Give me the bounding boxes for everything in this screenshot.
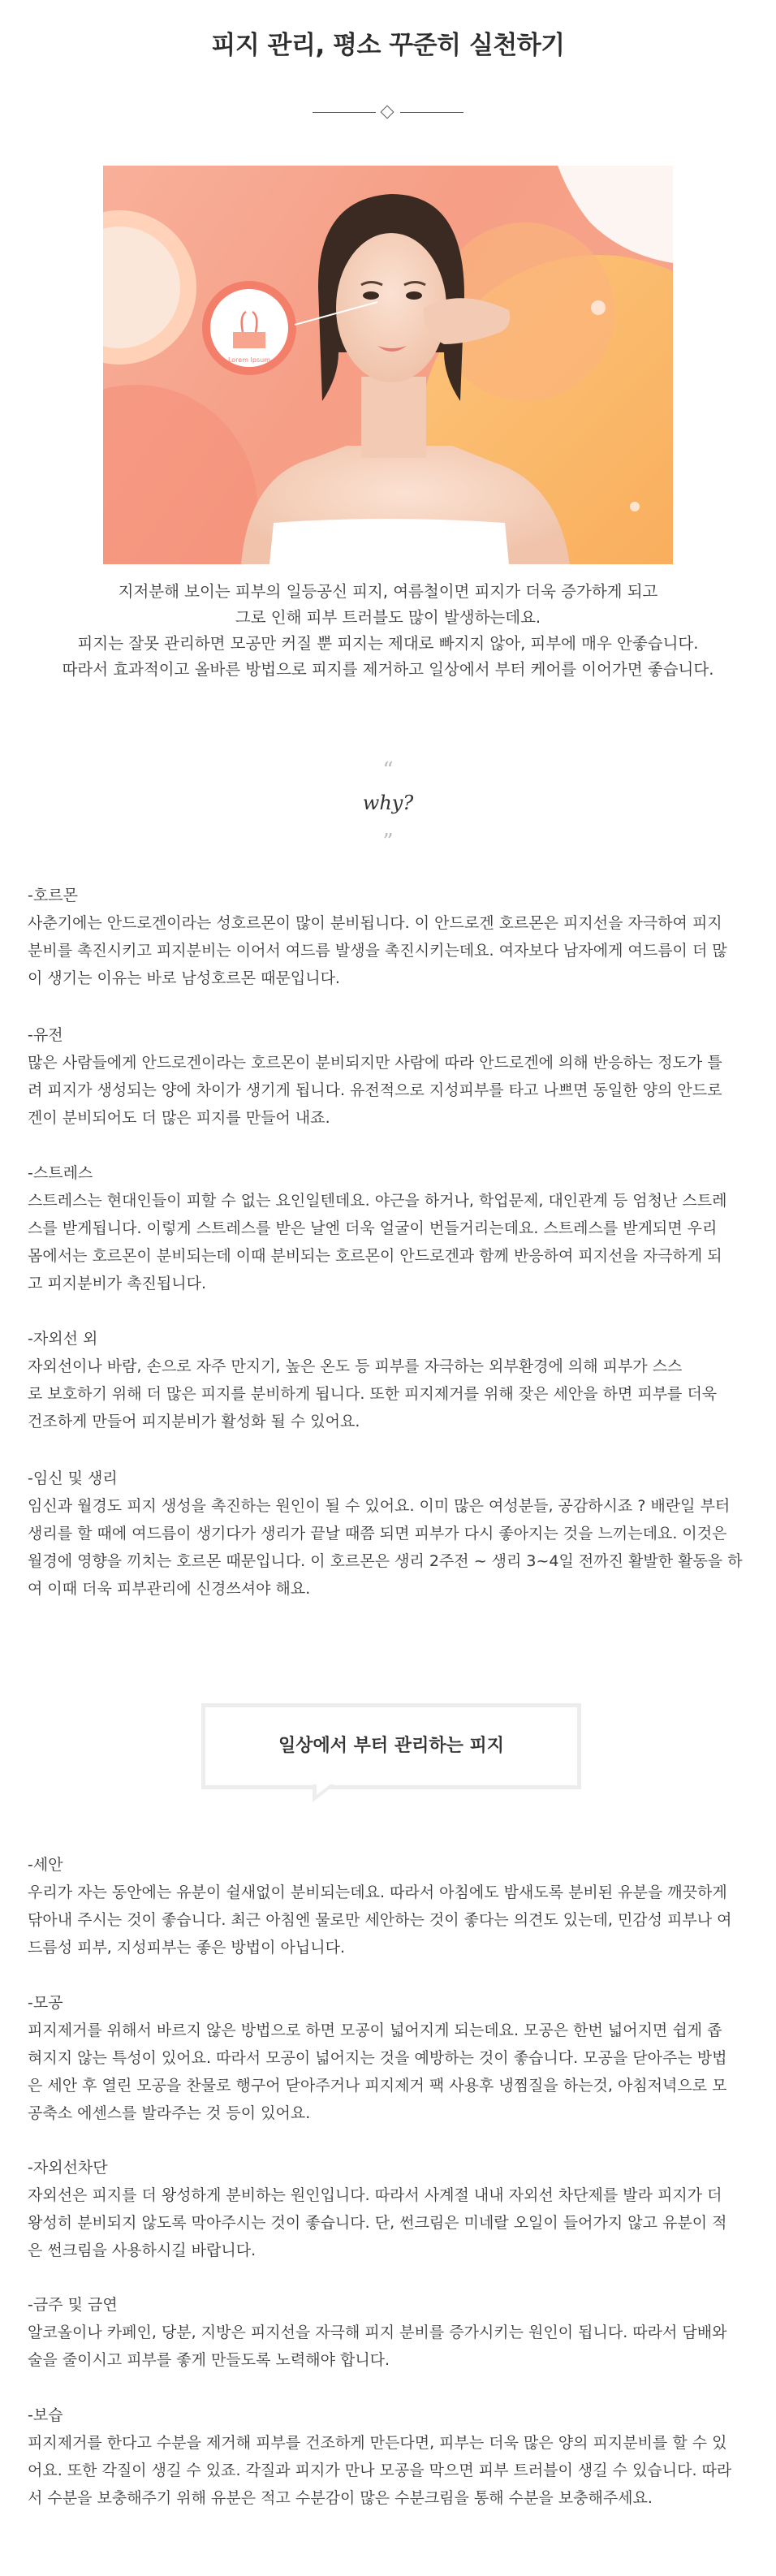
- section-line: 왕성히 분비되지 않도록 막아주시는 것이 좋습니다. 단, 썬크림은 미네랄 오일이 들어가지 않고 유분이 적: [28, 2214, 727, 2232]
- section-line: 건조하게 만들어 피지분비가 활성화 될 수 있어요.: [28, 1413, 360, 1430]
- section-line: 스트레스는 현대인들이 피할 수 없는 요인일텐데요. 야근을 하거나, 학업문제, 대인관계 등 엄청난 스트레: [28, 1192, 727, 1210]
- diamond-icon: [381, 106, 394, 119]
- cause-uv: [28, 1325, 748, 1435]
- tip-cleansing: [28, 1851, 748, 1961]
- section-line: 은 썬크림을 사용하시길 바랍니다.: [28, 2242, 257, 2259]
- left-eye: [363, 291, 379, 300]
- section-line: 어요. 또한 각질이 생길 수 있죠. 각질과 피지가 만나 모공을 막으면 피부 트러블이 생길 수 있습니다. 따라: [28, 2462, 732, 2479]
- section-line: 이 생기는 이유는 바로 남성호르몬 때문입니다.: [28, 969, 340, 987]
- section-line: 우리가 자는 동안에는 유분이 쉴새없이 분비되는데요. 따라서 아침에도 밤새도록 분비된 유분을 깨끗하게: [28, 1883, 727, 1901]
- section-heading: -유전: [28, 1026, 63, 1044]
- why-heading: why?: [362, 792, 414, 814]
- section-line: 혀지지 않는 특성이 있어요. 따라서 모공이 넓어지는 것을 예방하는 것이 좋습니다. 모공을 닫아주는 방법: [28, 2049, 727, 2067]
- section-line: 스를 받게됩니다. 이렇게 스트레스를 받은 날엔 더욱 얼굴이 번들거리는데요. 스트레스를 받게되면 우리: [28, 1219, 718, 1237]
- cause-genetics: [28, 1021, 748, 1132]
- callout-tail-inner: [317, 1784, 331, 1795]
- section-line: 피지제거를 한다고 수분을 제거해 피부를 건조하게 만든다면, 피부는 더욱 많은 양의 피지분비를 할 수 있: [28, 2434, 727, 2452]
- droplet: [591, 300, 606, 315]
- section-line: 고 피지분비가 촉진됩니다.: [28, 1275, 207, 1292]
- section-line: 피지제거를 위해서 바르지 않은 방법으로 하면 모공이 넓어지게 되는데요. 모공은 한번 넓어지면 쉽게 좁: [28, 2022, 722, 2039]
- cause-pregnancy: [28, 1465, 748, 1603]
- section-line: 사춘기에는 안드로겐이라는 성호르몬이 많이 분비됩니다. 이 안드로겐 호르몬은 피지선을 자극하여 피지: [28, 914, 722, 932]
- section-heading: -자외선차단: [28, 2159, 108, 2177]
- section-heading: -세안: [28, 1856, 63, 1874]
- cause-hormone: [28, 882, 748, 992]
- quote-open-icon: “: [382, 758, 394, 783]
- tip-pores: [28, 1989, 748, 2127]
- hero-illustration: [103, 166, 673, 564]
- section-heading: -모공: [28, 1994, 63, 2012]
- section-line: 드름성 피부, 지성피부는 좋은 방법이 아닙니다.: [28, 1939, 346, 1957]
- section-line: 공축소 에센스를 발라주는 것 등이 있어요.: [28, 2104, 311, 2122]
- section-line: 서 수분을 보충해주기 위해 유분은 적고 수분감이 많은 수분크림을 통해 수분을 보충해주세요.: [28, 2489, 653, 2507]
- section-line: 월경에 영향을 끼치는 호르몬 때문입니다. 이 호르몬은 생리 2주전 ~ 생리 3~4일 전까진 활발한 활동을 하: [28, 1552, 743, 1570]
- section-heading: -임신 및 생리: [28, 1469, 118, 1487]
- section-line: 려 피지가 생성되는 양에 차이가 생기게 됩니다. 유전적으로 지성피부를 타고 나쁘면 동일한 양의 안드로: [28, 1081, 722, 1099]
- section-line: 술을 줄이시고 피부를 좋게 만들도록 노력해야 합니다.: [28, 2351, 390, 2369]
- section-line: 많은 사람들에게 안드로겐이라는 호르몬이 분비되지만 사람에 따라 안드로겐에 의해 반응하는 정도가 틀: [28, 1054, 722, 1072]
- logo-text: Lorem Ipsum: [227, 356, 271, 364]
- intro-line: 그로 인해 피부 트러블도 많이 발생하는데요.: [235, 608, 541, 627]
- droplet: [630, 502, 640, 511]
- tip-moisturize: [28, 2401, 748, 2512]
- neck: [361, 377, 426, 458]
- hero-image: [103, 166, 673, 564]
- page-title: 피지 관리, 평소 꾸준히 실천하기: [211, 31, 565, 60]
- section-line: 겐이 분비되어도 더 많은 피지를 만들어 내죠.: [28, 1109, 330, 1127]
- callout-inner: [210, 289, 288, 367]
- section-heading: -보습: [28, 2406, 63, 2424]
- section-heading: -스트레스: [28, 1164, 93, 1182]
- section-line: 자외선이나 바람, 손으로 자주 만지기, 높은 온도 등 피부를 자극하는 외부환경에 의해 피부가 스스: [28, 1357, 683, 1375]
- section-line: 임신과 월경도 피지 생성을 촉진하는 원인이 될 수 있어요. 이미 많은 여성분들, 공감하시죠 ? 배란일 부터: [28, 1497, 731, 1515]
- section-line: 분비를 촉진시키고 피지분비는 이어서 여드름 발생을 촉진시키는데요. 여자보다 남자에게 여드름이 더 많: [28, 942, 727, 960]
- right-eye: [406, 291, 422, 300]
- callout-title: 일상에서 부터 관리하는 피지: [278, 1736, 504, 1756]
- section-line: 알코올이나 카페인, 당분, 지방은 피지선을 자극해 피지 분비를 증가시키는 원인이 됩니다. 따라서 담배와: [28, 2324, 727, 2341]
- callout-box: [201, 1703, 581, 1789]
- section-line: 몸에서는 호르몬이 분비되는데 이때 분비되는 호르몬이 안드로겐과 함께 반응하여 피지선을 자극하게 되: [28, 1247, 722, 1265]
- section-heading: -자외선 외: [28, 1330, 98, 1348]
- section-line: 자외선은 피지를 더 왕성하게 분비하는 원인입니다. 따라서 사계절 내내 자외선 차단제를 발라 피지가 더: [28, 2186, 722, 2204]
- section-line: 생리를 할 때에 여드름이 생기다가 생리가 끝날 때쯤 되면 피부가 다시 좋아지는 것을 느끼는데요. 이것은: [28, 1525, 727, 1543]
- cause-stress: [28, 1159, 748, 1297]
- intro-line: 지저분해 보이는 피부의 일등공신 피지, 여름철이면 피지가 더욱 증가하게 되고: [118, 582, 658, 601]
- intro-text: [0, 579, 776, 683]
- section-heading: -호르몬: [28, 887, 78, 904]
- quote-close-icon: ”: [382, 830, 394, 854]
- skin-layer-icon: [233, 332, 265, 348]
- intro-line: 피지는 잘못 관리하면 모공만 커질 뿐 피지는 제대로 빠지지 않아, 피부에 매우 안좋습니다.: [77, 634, 699, 653]
- tip-sunscreen: [28, 2154, 748, 2264]
- section-line: 닦아내 주시는 것이 좋습니다. 최근 아침엔 물로만 세안하는 것이 좋다는 의견도 있는데, 민감성 피부나 여: [28, 1911, 732, 1929]
- section-heading: -금주 및 금연: [28, 2296, 118, 2314]
- tip-no-alcohol-smoking: [28, 2291, 748, 2374]
- coral-blob: [103, 385, 257, 564]
- intro-line: 따라서 효과적이고 올바른 방법으로 피지를 제거하고 일상에서 부터 케어를 이어가면 좋습니다.: [62, 660, 714, 679]
- section-line: 은 세안 후 열린 모공을 찬물로 행구어 닫아주거나 피지제거 팩 사용후 냉찜질을 하는것, 아침저녁으로 모: [28, 2077, 727, 2095]
- divider-line-right: [400, 112, 463, 113]
- divider-line-left: [313, 112, 376, 113]
- section-line: 여 이때 더욱 피부관리에 신경쓰셔야 해요.: [28, 1580, 311, 1598]
- title-divider: [313, 106, 463, 120]
- section-line: 로 보호하기 위해 더 많은 피지를 분비하게 됩니다. 또한 피지제거를 위해 잦은 세안을 하면 피부를 더욱: [28, 1385, 718, 1403]
- white-top: [269, 519, 509, 564]
